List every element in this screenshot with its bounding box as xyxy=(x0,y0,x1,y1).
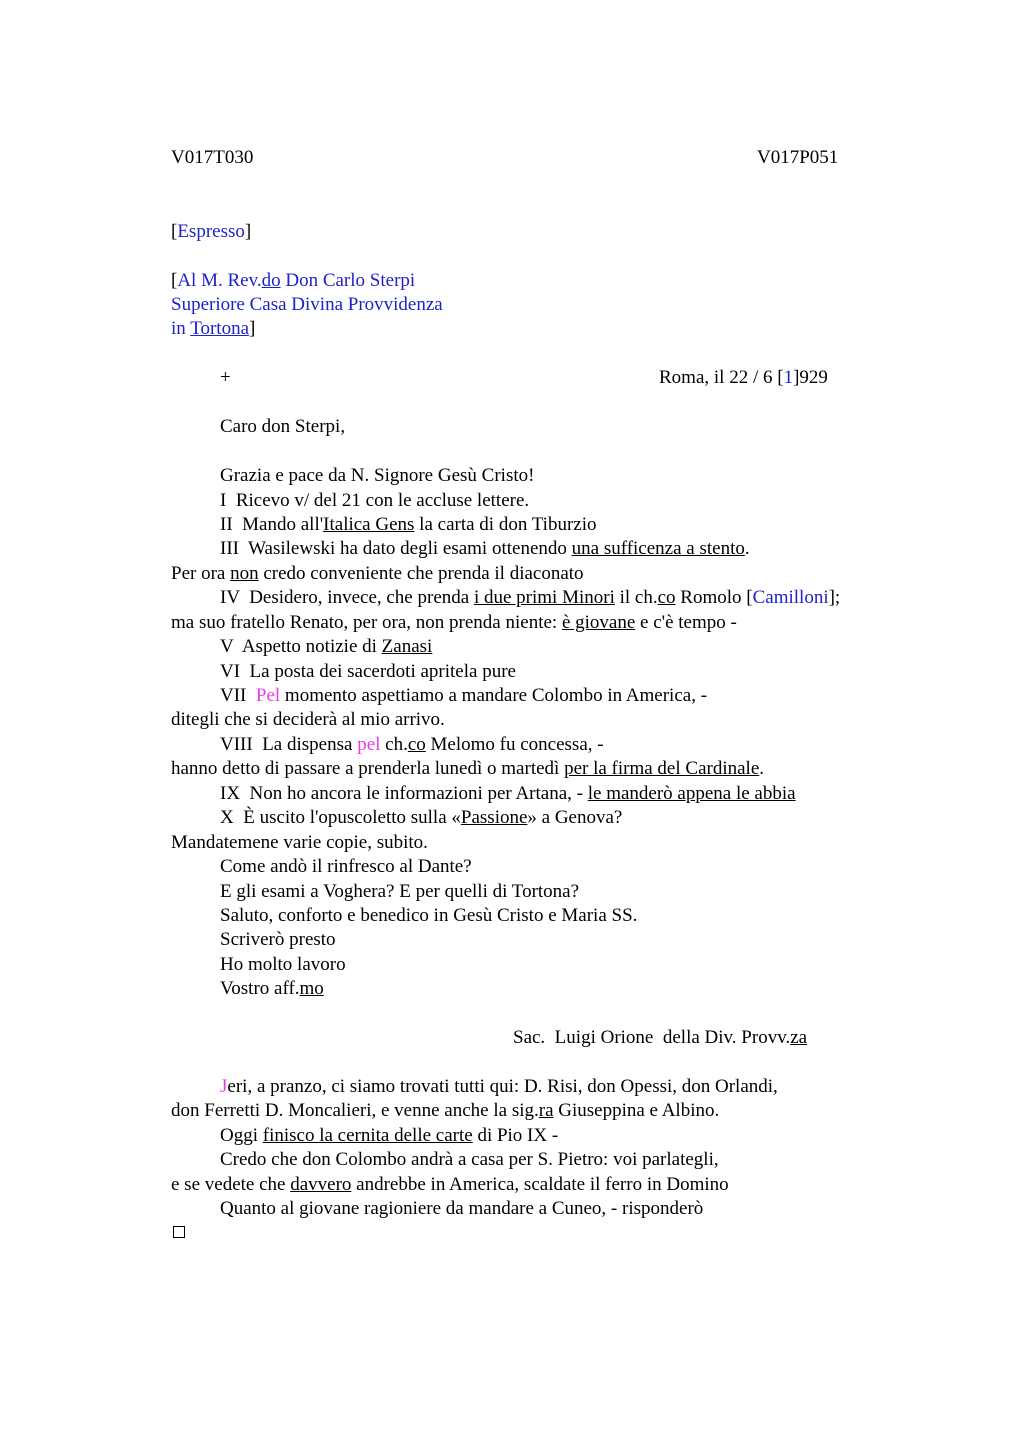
body-line: VII Pel momento aspettiamo a mandare Colombo in America, - xyxy=(220,685,708,706)
body-line: E gli esami a Voghera? E per quelli di Tortona? xyxy=(220,881,580,902)
postscript-line: Jeri, a pranzo, ci siamo trovati tutti qui: D. Risi, don Opessi, don Orlandi, xyxy=(220,1076,778,1097)
body-line: Saluto, conforto e benedico in Gesù Cristo e Maria SS. xyxy=(220,905,638,926)
body-line: Per ora non credo conveniente che prenda il diaconato xyxy=(171,563,584,584)
body-line: Scriverò presto xyxy=(220,929,336,950)
greeting: Caro don Sterpi, xyxy=(220,416,346,437)
body-line: ditegli che si deciderà al mio arrivo. xyxy=(171,709,445,730)
body-line: V Aspetto notizie di Zanasi xyxy=(220,636,433,657)
body-line: II Mando all'Italica Gens la carta di don Tiburzio xyxy=(220,514,597,535)
body-line: ma suo fratello Renato, per ora, non prenda niente: è giovane e c'è tempo - xyxy=(171,612,737,633)
body-line: hanno detto di passare a prenderla lunedì o martedì per la firma del Cardinale. xyxy=(171,758,764,779)
closing: Vostro aff.mo xyxy=(220,978,324,999)
postscript-line: Oggi finisco la cernita delle carte di Pio IX - xyxy=(220,1125,559,1146)
empty-square-icon xyxy=(173,1226,185,1238)
body-line: VIII La dispensa pel ch.co Melomo fu concessa, - xyxy=(220,734,604,755)
body-line: IX Non ho ancora le informazioni per Artana, - le manderò appena le abbia xyxy=(220,783,796,804)
body-line: Grazia e pace da N. Signore Gesù Cristo! xyxy=(220,465,535,486)
document-code-right: V017P051 xyxy=(757,147,839,168)
address-line-2: Superiore Casa Divina Provvidenza xyxy=(171,294,443,315)
address-line-3: in Tortona] xyxy=(171,318,256,339)
body-line: Ho molto lavoro xyxy=(220,954,346,975)
body-line: III Wasilewski ha dato degli esami ottenendo una sufficenza a stento. xyxy=(220,538,750,559)
body-line: Mandatemene varie copie, subito. xyxy=(171,832,428,853)
postscript-line: Quanto al giovane ragioniere da mandare a Cuneo, - risponderò xyxy=(220,1198,704,1219)
body-line: VI La posta dei sacerdoti apritela pure xyxy=(220,661,516,682)
postscript-line: Credo che don Colombo andrà a casa per S. Pietro: voi parlategli, xyxy=(220,1149,719,1170)
espresso-label: Espresso xyxy=(177,221,245,242)
postscript-line: don Ferretti D. Moncalieri, e venne anche la sig.ra Giuseppina e Albino. xyxy=(171,1100,720,1121)
place-date: Roma, il 22 / 6 [1]929 xyxy=(659,367,828,388)
signature: Sac. Luigi Orione della Div. Provv.za xyxy=(513,1027,808,1048)
body-line: X È uscito l'opuscoletto sulla «Passione» a Genova? xyxy=(220,807,623,828)
espresso-note: [Espresso] xyxy=(171,221,252,242)
document-code-left: V017T030 xyxy=(171,147,254,168)
body-line: I Ricevo v/ del 21 con le accluse lettere. xyxy=(220,490,530,511)
body-line: IV Desidero, invece, che prenda i due primi Minori il ch.co Romolo [Camilloni]; xyxy=(220,587,841,608)
cross-symbol: + xyxy=(220,367,231,388)
address-line-1: [Al M. Rev.do Don Carlo Sterpi xyxy=(171,270,416,291)
postscript-line: e se vedete che davvero andrebbe in America, scaldate il ferro in Domino xyxy=(171,1174,729,1195)
body-line: Come andò il rinfresco al Dante? xyxy=(220,856,472,877)
